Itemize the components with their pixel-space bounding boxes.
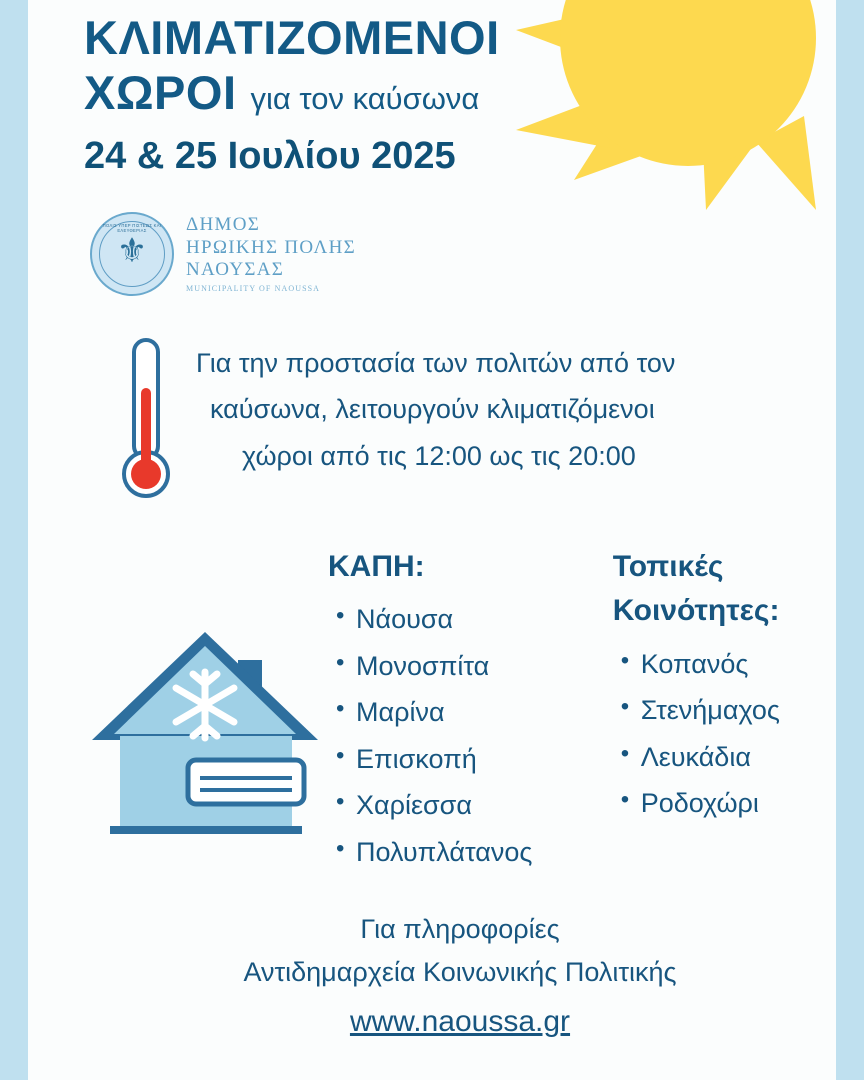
list-item: • Χαρίεσσα <box>356 782 573 828</box>
municipality-logo <box>90 212 356 296</box>
venues-columns <box>328 548 828 875</box>
poster-subtitle: για τον καύσωνα <box>250 81 480 117</box>
title-block <box>84 10 644 178</box>
local-communities-heading-line-2: Κοινότητες: <box>612 594 780 628</box>
footer-info-label: Για πληροφορίες <box>360 914 560 944</box>
municipal-seal-icon <box>90 212 174 296</box>
intro-paragraph <box>196 340 826 479</box>
kapi-heading: ΚΑΠΗ: <box>328 550 425 583</box>
logo-line-1: ΔΗΜΟΣ <box>186 214 261 236</box>
intro-line-3: χώροι από τις 12:00 ως τις 20:00 <box>242 440 636 471</box>
website-link[interactable]: www.naoussa.gr <box>349 1005 571 1039</box>
intro-line-2: καύσωνα, λειτουργούν κλιματιζόμενοι <box>210 394 655 425</box>
municipality-logo-text <box>186 214 356 294</box>
local-communities-list <box>613 641 828 827</box>
poster-title-word: ΧΩΡΟΙ <box>84 66 237 120</box>
local-communities-column <box>613 548 828 875</box>
list-item: • Ροδοχώρι <box>641 780 828 826</box>
list-item: • Λευκάδια <box>641 734 828 780</box>
intro-line-1: Για την προστασία των πολιτών από τον <box>196 348 676 378</box>
logo-line-4: MUNICIPALITY OF NAOUSSA <box>186 284 321 294</box>
list-item: • Νάουσα <box>356 596 573 642</box>
kapi-column <box>328 548 573 875</box>
seal-micro-text: ΠΟΛΙΣ ΥΠΕΡ ΠΙΣΤΕΩΣ ΚΑΙ ΕΛΕΥΘΕΡΙΑΣ <box>102 223 162 233</box>
list-item: • Μονοσπίτα <box>356 643 573 689</box>
footer <box>56 908 836 1046</box>
local-communities-heading-line-1: Τοπικές <box>612 550 724 583</box>
logo-line-2: ΗΡΩΙΚΗΣ ΠΟΛΗΣ <box>186 236 356 258</box>
poster-title-line-2 <box>84 65 644 120</box>
eagle-emblem-icon: ⚜ <box>116 232 148 270</box>
logo-line-3: ΝΑΟΥΣΑΣ <box>186 258 285 280</box>
list-item: • Πολυπλάτανος <box>356 829 573 875</box>
poster-title-line-1: ΚΛΙΜΑΤΙΖΟΜΕΝΟΙ <box>84 11 500 64</box>
list-item: • Στενήμαχος <box>641 687 828 733</box>
poster-card <box>28 0 836 1080</box>
poster-dates: 24 & 25 Ιουλίου 2025 <box>84 134 456 177</box>
list-item: • Μαρίνα <box>356 689 573 735</box>
house-air-conditioning-icon <box>90 612 330 862</box>
thermometer-icon <box>116 336 176 506</box>
footer-department: Αντιδημαρχεία Κοινωνικής Πολιτικής <box>243 957 677 988</box>
list-item: • Κοπανός <box>641 641 828 687</box>
list-item: • Επισκοπή <box>356 736 573 782</box>
kapi-list <box>328 596 573 875</box>
